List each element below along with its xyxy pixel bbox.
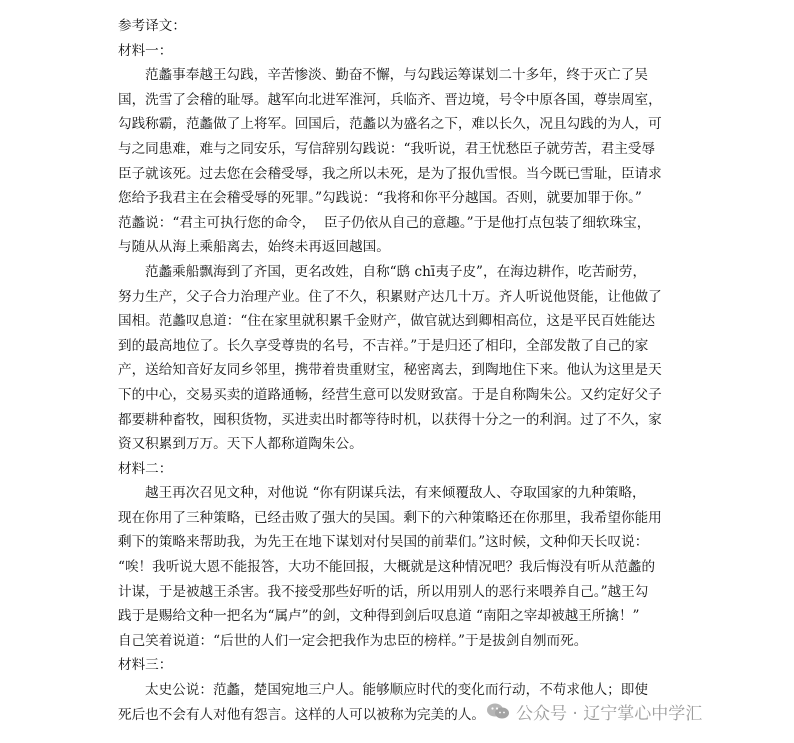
text-line: 自己笑着说道：“后世的人们一定会把我作为忠臣的榜样。”于是拔剑自刎而死。 (118, 632, 588, 649)
wechat-icon (486, 702, 510, 720)
text-line: 下的中心，交易买卖的道路通畅，经营生意可以发财致富。于是自称陶朱公。又约定好父子 (118, 386, 662, 403)
text-line: 越王再次召见文种，对他说 “你有阴谋兵法，有来倾覆敌人、夺取国家的九种策略， (145, 485, 646, 502)
text-line: 现在你用了三种策略，已经击败了强大的吴国。剩下的六种策略还在你那里，我希望你能用 (118, 509, 662, 526)
text-line: 您给予我君主在会稽受辱的死罪。”勾践说：“我将和你平分越国。否则，就要加罪于你。” (118, 190, 642, 207)
text-line: 范蠡事奉越王勾践，辛苦惨淡、勤奋不懈，与勾践运筹谋划二十多年，终于灭亡了吴 (145, 67, 648, 84)
text-line: 范蠡说：“君主可执行您的命令， 臣子仍依从自己的意趣。”于是他打点包装了细软珠宝， (118, 214, 651, 231)
text-line: 太史公说：范蠡，楚国宛地三户人。能够顺应时代的变化而行动，不苟求他人；即使 (145, 682, 648, 699)
text-line: 国相。范蠡叹息道：“住在家里就积累千金财产，做官就达到卿相高位，这是平民百姓能达 (118, 313, 656, 330)
text-line: 资又积累到万万。天下人都称道陶朱公。 (118, 436, 363, 453)
text-line: 与之同患难，难与之同安乐，写信辞别勾践说：“我听说，君王忧愁臣子就劳苦，君主受辱 (118, 140, 656, 157)
watermark-text: 公众号 · 辽宁掌心中学汇 (516, 703, 703, 724)
text-line: 臣子就该死。过去您在会稽受辱，我之所以未死，是为了报仇雪恨。当今既已雪耻，臣请求 (118, 165, 662, 182)
text-line: 剩下的策略来帮助我，为先王在地下谋划对付吴国的前辈们。”这时候，文种仰天长叹说： (118, 534, 649, 551)
section-title: 材料一： (118, 42, 173, 59)
text-line: 计谋，于是被越王杀害。我不接受那些好听的话，所以用别人的恶行来喂养自己。”越王勾 (118, 583, 649, 600)
text-line: 范蠡乘船飘海到了齐国，更名改姓，自称“鸱 chī夷子皮”，在海边耕作，吃苦耐劳， (145, 263, 647, 280)
text-line: 努力生产，父子合力治理产业。住了不久，积累财产达几十万。齐人听说他贤能，让他做了 (118, 288, 662, 305)
text-line: 践于是赐给文种一把名为“属卢”的剑，文种得到剑后叹息道 “南阳之宰却被越王所擒！” (118, 608, 640, 625)
document-heading: 参考译文： (118, 18, 186, 34)
section-title: 材料三： (118, 657, 173, 674)
text-line: 勾践称霸，范蠡做了上将军。回国后，范蠡以为盛名之下，难以长久，况且勾践的为人，可 (118, 116, 662, 133)
section-title: 材料二： (118, 460, 173, 477)
watermark (486, 698, 702, 724)
text-line: 到的最高地位了。长久享受尊贵的名号，不吉祥。”于是归还了相印，全部发散了自己的家 (118, 337, 649, 354)
text-line: 与随从从海上乘船离去，始终未再返回越国。 (118, 239, 390, 256)
text-line: 产，送给知音好友同乡邻里，携带着贵重财宝，秘密离去，到陶地住下来。他认为这里是天 (118, 362, 662, 379)
text-line: “唉！我听说大恩不能报答，大功不能回报，大概就是这种情况吧？我后悔没有听从范蠡的 (118, 559, 656, 576)
text-line: 国，洗雪了会稽的耻辱。越军向北进军淮河，兵临齐、晋边境，号令中原各国，尊崇周室， (118, 91, 662, 108)
text-line: 都要耕种畜牧，囤积货物，买进卖出时都等待时机，以获得十分之一的利润。过了不久，家 (118, 411, 662, 428)
text-line: 死后也不会有人对他有怨言。这样的人可以被称为完美的人。 (118, 706, 486, 723)
document-body (118, 14, 703, 727)
